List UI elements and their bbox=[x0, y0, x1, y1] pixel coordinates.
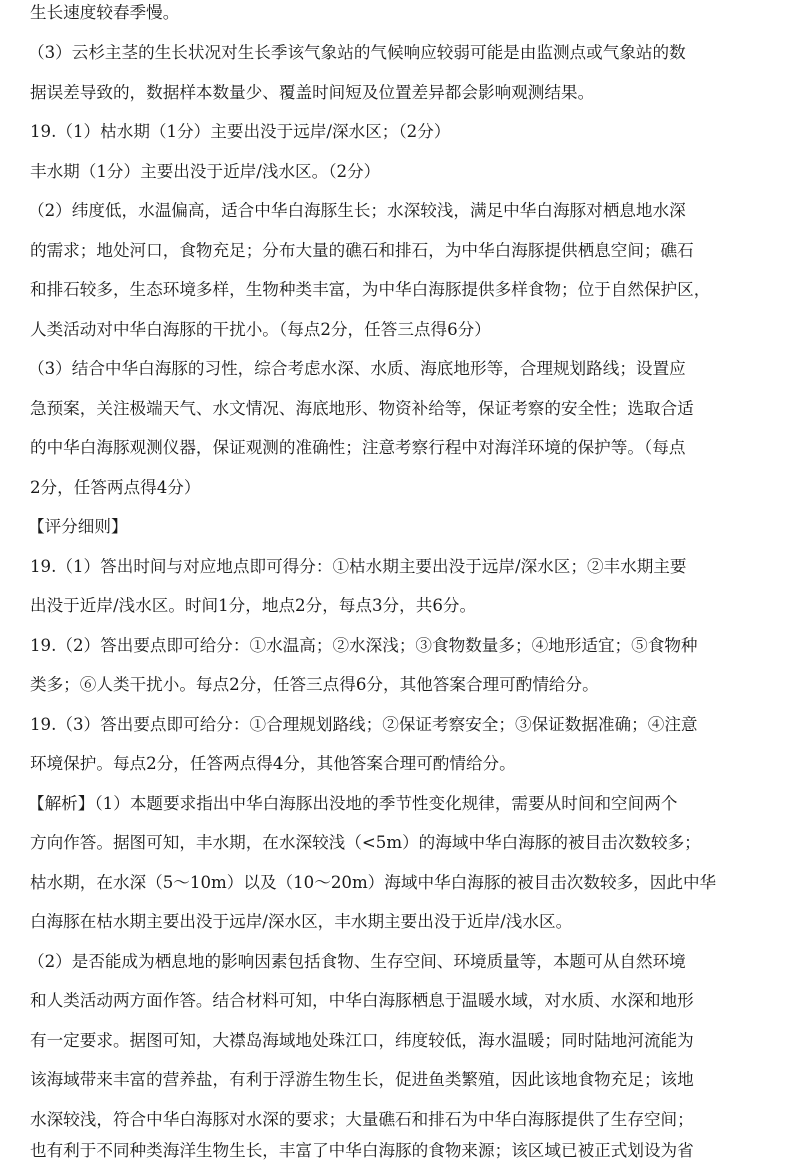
text-line: 和排石较多，生态环境多样，生物种类丰富，为中华白海豚提供多样食物；位于自然保护区， bbox=[30, 280, 711, 299]
text-line: 类多；⑥人类干扰小。每点2分，任答三点得6分，其他答案合理可酌情给分。 bbox=[30, 675, 599, 694]
text-line: 有一定要求。据图可知，大襟岛海域地处珠江口，纬度较低，海水温暖；同时陆地河流能为 bbox=[30, 1031, 694, 1050]
text-line: 丰水期（1分）主要出没于近岸/浅水区。（2分） bbox=[30, 162, 381, 181]
text-line: 白海豚在枯水期主要出没于远岸/深水区，丰水期主要出没于近岸/浅水区。 bbox=[30, 912, 573, 931]
text-line: 的需求；地处河口，食物充足；分布大量的礁石和排石，为中华白海豚提供栖息空间；礁石 bbox=[30, 241, 694, 260]
text-line: 的中华白海豚观测仪器，保证观测的准确性；注意考察行程中对海洋环境的保护等。（每点 bbox=[30, 438, 686, 457]
text-line: 枯水期，在水深（5～10m）以及（10～20m）海域中华白海豚的被目击次数较多，因此中华 bbox=[30, 873, 717, 892]
text-line: （3）云杉主茎的生长状况对生长季该气象站的气候响应较弱可能是由监测点或气象站的数 bbox=[28, 43, 686, 62]
text-line: 人类活动对中华白海豚的干扰小。（每点2分，任答三点得6分） bbox=[30, 320, 491, 339]
text-line: 2分，任答两点得4分） bbox=[30, 478, 201, 497]
text-line: 环境保护。每点2分，任答两点得4分，其他答案合理可酌情给分。 bbox=[30, 754, 516, 773]
text-line: 19.（1）答出时间与对应地点即可得分：①枯水期主要出没于远岸/深水区；②丰水期主要 bbox=[30, 557, 687, 576]
text-line: （2）是否能成为栖息地的影响因素包括食物、生存空间、环境质量等，本题可从自然环境 bbox=[28, 952, 686, 971]
section-heading: 【评分细则】 bbox=[28, 517, 128, 536]
text-line: 生长速度较春季慢。 bbox=[30, 3, 180, 22]
text-line: 和人类活动两方面作答。结合材料可知，中华白海豚栖息于温暖水域，对水质、水深和地形 bbox=[30, 991, 694, 1010]
text-line: 水深较浅，符合中华白海豚对水深的要求；大量礁石和排石为中华白海豚提供了生存空间； bbox=[30, 1110, 694, 1129]
text-line: 据误差导致的，数据样本数量少、覆盖时间短及位置差异都会影响观测结果。 bbox=[30, 83, 595, 102]
text-line: 出没于近岸/浅水区。时间1分，地点2分，每点3分，共6分。 bbox=[30, 596, 477, 615]
text-line: 急预案，关注极端天气、水文情况、海底地形、物资补给等，保证考察的安全性；选取合适 bbox=[30, 399, 694, 418]
text-line: 19.（1）枯水期（1分）主要出没于远岸/深水区；（2分） bbox=[30, 122, 451, 141]
text-line: 该海域带来丰富的营养盐，有利于浮游生物生长，促进鱼类繁殖，因此该地食物充足；该地 bbox=[30, 1070, 694, 1089]
text-line: （3）结合中华白海豚的习性，综合考虑水深、水质、海底地形等，合理规划路线；设置应 bbox=[28, 359, 686, 378]
text-line: 19.（2）答出要点即可给分：①水温高；②水深浅；③食物数量多；④地形适宜；⑤食物种 bbox=[30, 636, 698, 655]
text-line: 方向作答。据图可知，丰水期，在水深较浅（<5m）的海域中华白海豚的被目击次数较多； bbox=[30, 833, 701, 852]
text-line: 也有利于不同种类海洋生物生长，丰富了中华白海豚的食物来源；该区域已被正式划设为省 bbox=[30, 1141, 694, 1160]
text-line: 【解析】（1）本题要求指出中华白海豚出没地的季节性变化规律，需要从时间和空间两个 bbox=[28, 794, 678, 813]
text-line: （2）纬度低，水温偏高，适合中华白海豚生长；水深较浅，满足中华白海豚对栖息地水深 bbox=[28, 201, 686, 220]
text-line: 19.（3）答出要点即可给分：①合理规划路线；②保证考察安全；③保证数据准确；④注意 bbox=[30, 715, 698, 734]
